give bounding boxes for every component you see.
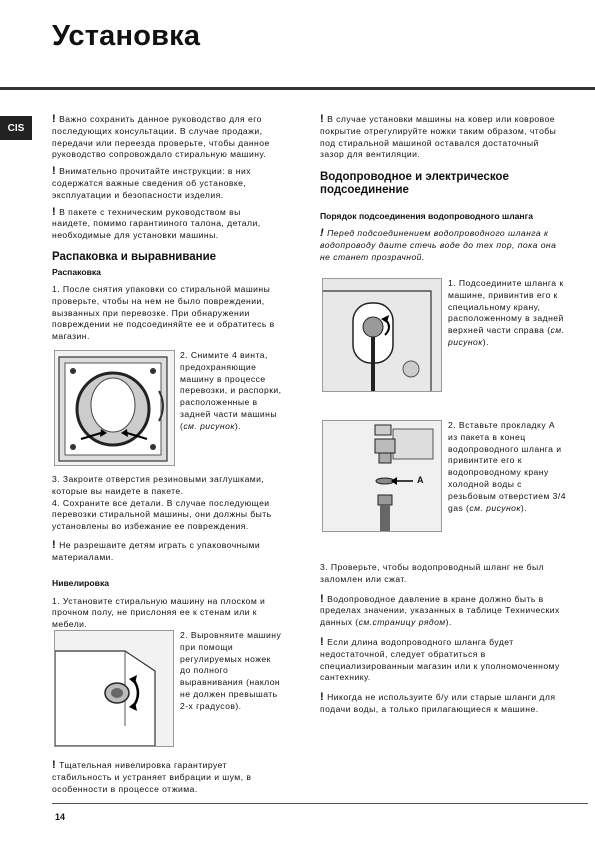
note-hose-length: ! Если длина водопроводного шланга будет недостаточной, следует обратиться в специализированныи магазин или к уполномоченному сантехнику.	[320, 635, 560, 683]
left-column-2	[52, 474, 280, 631]
leveling-foot-illustration	[55, 631, 173, 746]
right-column	[320, 114, 560, 264]
machine-back-illustration	[55, 351, 174, 465]
note-carpet: ! В случае установки машины на ковер или ковровое покрытие отрегулируйте ножки таким образом, чтобы под стиральной машиной оставался достаточный зазор для вентиляции.	[320, 113, 557, 160]
unpack-step-1: 1. После снятия упаковки со стиральной машины проверьте, чтобы на нем не было повреждении, вызванных при перевозке. При обнаружении повреждении не подсоединяйте ее и обратитесь в магазин.	[52, 283, 275, 342]
note-package-contents: ! В пакете с техническим руководством вы наидете, помимо гарантииного талона, детали, необходимые для установки машины.	[52, 205, 261, 241]
level-step-1: 1. Установите стиральную машину на плоском и прочном полу, не прислоняя ее к стенам или к мебели.	[52, 595, 266, 630]
exclamation-icon: !	[320, 592, 325, 605]
note-drain-water: ! Перед подсоединением водопроводного шланга к водопроводу даите стечь воде до тех пор, пока она не станет прозрачной.	[320, 227, 557, 262]
note-keep-manual: ! Важно сохранить данное руководство для его последующих консультации. В случае продажи, передачи или переезда проверьте, чтобы данное руководство сопровождало стиральную машину.	[52, 113, 270, 160]
unpack-step-4: 4. Сохраните все детали. В случае последующеи перевозки стиральной машины, они должны быть установлены во избежание ее повреждения.	[52, 497, 272, 532]
hose-step-1: 1. Подсоедините шланга к машине, привинтив его к специальному крану, расположенному в задней верхней части справа (см. рисунок).	[448, 278, 565, 347]
figure-tap-gasket	[322, 420, 442, 532]
subheading-water-hose: Порядок подсоединения водопроводного шланга	[320, 211, 533, 222]
language-tab: CIS	[0, 116, 32, 140]
hose-step-2: 2. Вставьте прокладку А из пакета в конец водопроводного шланга и привинтите его к водопроводному крану холодной воды с резьбовым отверстием 3/4 gas (см. рисунок).	[448, 420, 566, 513]
exclamation-icon: !	[320, 113, 325, 125]
section-title-unpack: Распаковка и выравнивание	[52, 250, 217, 263]
note-read-instructions: ! Внимательно прочитайте инструкции: в них содержатся важные сведения об установке, эксплуатации и безопасности изделия.	[52, 165, 251, 200]
note-leveling: ! Тщательная нивелировка гарантирует стабильность и устраняет вибрации и шум, в особенности в процессе отжима.	[52, 759, 252, 794]
gasket-label: A	[417, 475, 424, 485]
unpack-step-2: 2. Снимите 4 винта, предохраняющие машину в процессе перевозки, и распорки, расположенные в задней части машины (см. рисунок).	[180, 350, 282, 431]
exclamation-icon: !	[52, 538, 57, 551]
exclamation-icon: !	[52, 113, 57, 125]
hose-step-3: 3. Проверьте, чтобы водопроводный шланг не был заломлен или сжат.	[320, 562, 545, 584]
exclamation-icon: !	[52, 205, 57, 218]
hose-step-1-block	[448, 278, 566, 349]
unpack-step-2-block	[180, 350, 282, 433]
hose-connection-illustration	[323, 279, 441, 391]
subheading-leveling: Нивелировка	[52, 577, 110, 588]
level-step-2-block	[180, 630, 282, 713]
figure-leveling-foot	[54, 630, 174, 747]
figure-hose-to-machine	[322, 278, 442, 392]
left-column	[52, 114, 280, 343]
note-water-pressure: ! Водопроводное давление в кране должно быть в пределах значении, указанных в таблице Технических данных (см.страницу рядом).	[320, 592, 560, 628]
page-number: 14	[55, 812, 66, 822]
section-title-connection: Водопроводное и электрическое подсоединение	[320, 171, 509, 197]
exclamation-icon: !	[52, 165, 57, 178]
footer-rule	[52, 803, 588, 804]
exclamation-icon: !	[320, 635, 325, 648]
subheading-unpack: Распаковка	[52, 266, 101, 277]
header-rule	[0, 87, 595, 90]
level-step-2: 2. Выровняите машину при помощи регулируемых ножек до полного выравнивания (наклон не должен превышать 2-х градусов).	[180, 630, 282, 711]
hose-step-2-block	[448, 420, 566, 514]
exclamation-icon: !	[52, 759, 57, 771]
right-column-2	[320, 562, 565, 716]
exclamation-icon: !	[320, 691, 325, 704]
page-title: Установка	[52, 20, 201, 52]
figure-machine-back	[54, 350, 175, 466]
exclamation-icon: !	[320, 227, 325, 240]
unpack-step-3: 3. Закроите отверстия резиновыми заглушками, которые вы наидете в пакете.	[52, 474, 265, 496]
note-no-old-hoses: ! Никогда не используите б/у или старые шланги для подачи воды, а только прилагающиеся к машине.	[320, 691, 556, 714]
note-children: ! Не разрешаите детям играть с упаковочными материалами.	[52, 538, 261, 562]
left-column-3	[52, 760, 280, 795]
